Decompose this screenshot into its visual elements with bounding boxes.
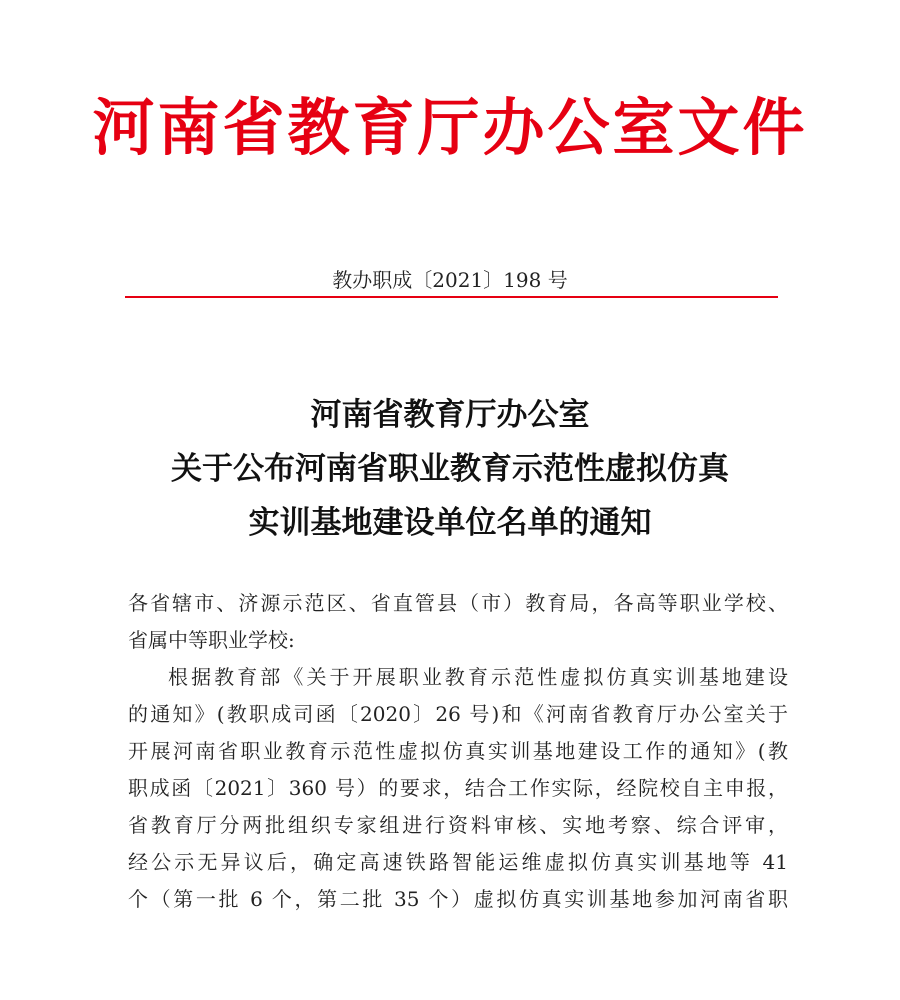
body-line: 的通知》(教职成司函〔2020〕26 号)和《河南省教育厅办公室关于	[128, 702, 788, 726]
notice-title-line-2: 关于公布河南省职业教育示范性虚拟仿真	[171, 451, 729, 487]
body-line: 经公示无异议后，确定高速铁路智能运维虚拟仿真实训基地等 41	[128, 850, 788, 874]
body-line: 个（第一批 6 个，第二批 35 个）虚拟仿真实训基地参加河南省职	[128, 887, 788, 911]
body-line: 省教育厅分两批组织专家组进行资料审核、实地考察、综合评审，	[128, 813, 788, 837]
notice-title-line-1: 河南省教育厅办公室	[310, 397, 590, 433]
notice-title	[0, 388, 900, 550]
body-line: 省属中等职业学校:	[128, 628, 295, 652]
notice-title-line-3: 实训基地建设单位名单的通知	[248, 505, 652, 541]
body-line: 开展河南省职业教育示范性虚拟仿真实训基地建设工作的通知》(教	[128, 739, 788, 763]
notice-body	[128, 585, 788, 918]
document-number: 教办职成〔2021〕198 号	[332, 268, 568, 292]
masthead-title: 河南省教育厅办公室文件	[92, 91, 808, 164]
body-line: 职成函〔2021〕360 号）的要求，结合工作实际，经院校自主申报，	[128, 776, 788, 800]
body-line: 各省辖市、济源示范区、省直管县（市）教育局，各高等职业学校、	[128, 591, 788, 615]
red-divider-line	[125, 296, 778, 298]
body-line: 根据教育部《关于开展职业教育示范性虚拟仿真实训基地建设	[168, 665, 788, 689]
